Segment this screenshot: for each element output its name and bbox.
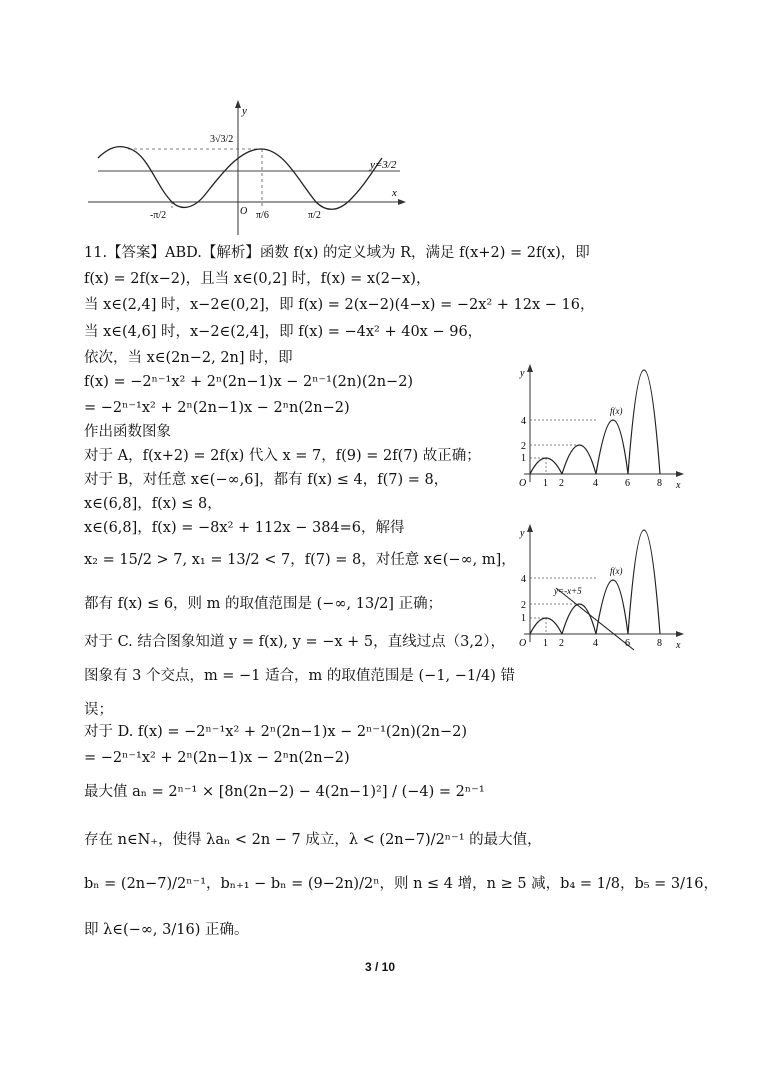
text-line-1: 11.【答案】ABD.【解析】函数 f(x) 的定义域为 R，满足 f(x+2) = 2f(x)，即 bbox=[84, 245, 590, 261]
top-x-label: x bbox=[392, 187, 397, 199]
text-line-12: x∈(6,8]，f(x) = −8x² + 112x − 384=6，解得 bbox=[84, 520, 405, 536]
fig2-line-label: y=-x+5 bbox=[554, 586, 582, 596]
fig1-origin: O bbox=[519, 478, 527, 489]
fig1-xtick-8: 8 bbox=[657, 478, 662, 489]
text-line-23: 即 λ∈(−∞, 3/16) 正确。 bbox=[84, 922, 249, 938]
fig2-curve-label: f(x) bbox=[610, 566, 623, 576]
text-line-14: 都有 f(x) ≤ 6，则 m 的取值范围是 (−∞, 13/2] 正确； bbox=[84, 596, 443, 612]
tick-neg-pi-half: -π/2 bbox=[150, 210, 167, 221]
fig1-x-label: x bbox=[676, 480, 681, 491]
text-line-13: x₂ = 15/2 > 7, x₁ = 13/2 < 7，f(7) = 8，对任意 x∈(−∞, m]， bbox=[84, 552, 516, 568]
line-y-label: y=3/2 bbox=[370, 159, 397, 171]
text-line-19: = −2ⁿ⁻¹x² + 2ⁿ(2n−1)x − 2ⁿn(2n−2) bbox=[84, 750, 350, 766]
function-graph-1 bbox=[510, 362, 690, 492]
top-origin-label: O bbox=[240, 206, 248, 217]
function-graph-2 bbox=[510, 522, 690, 662]
fig1-arch-2 bbox=[562, 445, 596, 474]
max-value-label: 3√3/2 bbox=[210, 134, 234, 145]
text-line-17: 误； bbox=[84, 702, 113, 718]
text-line-11: x∈(6,8]，f(x) ≤ 8， bbox=[84, 496, 222, 512]
fig1-arch-4 bbox=[628, 370, 660, 474]
text-line-6: f(x) = −2ⁿ⁻¹x² + 2ⁿ(2n−1)x − 2ⁿ⁻¹(2n)(2n−2) bbox=[84, 374, 414, 390]
fig1-curve-label: f(x) bbox=[610, 406, 623, 416]
tick-pi-half: π/2 bbox=[308, 210, 321, 221]
text-line-21: 存在 n∈N₊，使得 λaₙ < 2n − 7 成立，λ < (2n−7)/2ⁿ⁻¹ 的最大值， bbox=[84, 832, 542, 848]
fig2-arch-3 bbox=[596, 580, 628, 634]
fig2-xtick-2: 2 bbox=[559, 638, 564, 649]
fig2-ytick-2: 2 bbox=[521, 600, 526, 611]
fig2-xtick-1: 1 bbox=[543, 638, 548, 649]
page-number: 3 / 10 bbox=[364, 960, 396, 974]
fig1-ytick-2: 2 bbox=[521, 441, 526, 452]
fig2-xtick-4: 4 bbox=[593, 638, 598, 649]
fig2-xtick-8: 8 bbox=[657, 638, 662, 649]
text-line-8: 作出函数图象 bbox=[84, 424, 171, 440]
fig1-ytick-1: 1 bbox=[521, 453, 526, 464]
text-line-4: 当 x∈(4,6] 时，x−2∈(2,4]，即 f(x) = −4x² + 40x − 96， bbox=[84, 324, 483, 340]
tick-pi-sixth: π/6 bbox=[256, 210, 269, 221]
sine-curve bbox=[98, 147, 382, 210]
fig2-y-label: y bbox=[520, 528, 525, 539]
text-line-20: 最大值 aₙ = 2ⁿ⁻¹ × [8n(2n−2) − 4(2n−1)²] / (−4) = 2ⁿ⁻¹ bbox=[84, 784, 485, 800]
text-line-2: f(x) = 2f(x−2)，且当 x∈(0,2] 时，f(x) = x(2−x)， bbox=[84, 271, 431, 287]
fig1-xtick-2: 2 bbox=[559, 478, 564, 489]
fig1-y-label: y bbox=[520, 368, 525, 379]
text-line-5: 依次，当 x∈(2n−2, 2n] 时，即 bbox=[84, 350, 293, 366]
top-y-label: y bbox=[242, 105, 247, 117]
fig2-arch-2 bbox=[562, 604, 596, 634]
fig2-ytick-4: 4 bbox=[521, 574, 526, 585]
fig2-ytick-1: 1 bbox=[521, 613, 526, 624]
text-line-9: 对于 A，f(x+2) = 2f(x) 代入 x = 7，f(9) = 2f(7) 故正确； bbox=[84, 448, 481, 464]
text-line-7: = −2ⁿ⁻¹x² + 2ⁿ(2n−1)x − 2ⁿn(2n−2) bbox=[84, 400, 350, 416]
fig1-ytick-4: 4 bbox=[521, 416, 526, 427]
fig2-arch-4 bbox=[628, 530, 660, 634]
fig1-xtick-6: 6 bbox=[625, 478, 630, 489]
text-line-3: 当 x∈(2,4] 时，x−2∈(0,2]，即 f(x) = 2(x−2)(4−x) = −2x² + 12x − 16， bbox=[84, 297, 595, 313]
text-line-18: 对于 D. f(x) = −2ⁿ⁻¹x² + 2ⁿ(2n−1)x − 2ⁿ⁻¹(2n)(2n−2) bbox=[84, 724, 468, 740]
fig2-x-label: x bbox=[676, 640, 681, 651]
top-sine-figure bbox=[80, 100, 410, 240]
text-line-10: 对于 B，对任意 x∈(−∞,6]，都有 f(x) ≤ 4，f(7) = 8， bbox=[84, 472, 449, 488]
fig1-arch-3 bbox=[596, 420, 628, 474]
fig2-origin: O bbox=[519, 638, 527, 649]
fig1-xtick-1: 1 bbox=[543, 478, 548, 489]
text-line-15: 对于 C. 结合图象知道 y = f(x), y = −x + 5，直线过点（3,2）， bbox=[84, 634, 505, 650]
text-line-22: bₙ = (2n−7)/2ⁿ⁻¹，bₙ₊₁ − bₙ = (9−2n)/2ⁿ，则 n ≤ 4 增，n ≥ 5 减，b₄ = 1/8，b₅ = 3/16， bbox=[84, 876, 718, 892]
text-line-16: 图象有 3 个交点，m = −1 适合，m 的取值范围是 (−1, −1/4) 错 bbox=[84, 668, 516, 684]
fig2-xtick-6: 6 bbox=[625, 638, 630, 649]
fig1-xtick-4: 4 bbox=[593, 478, 598, 489]
